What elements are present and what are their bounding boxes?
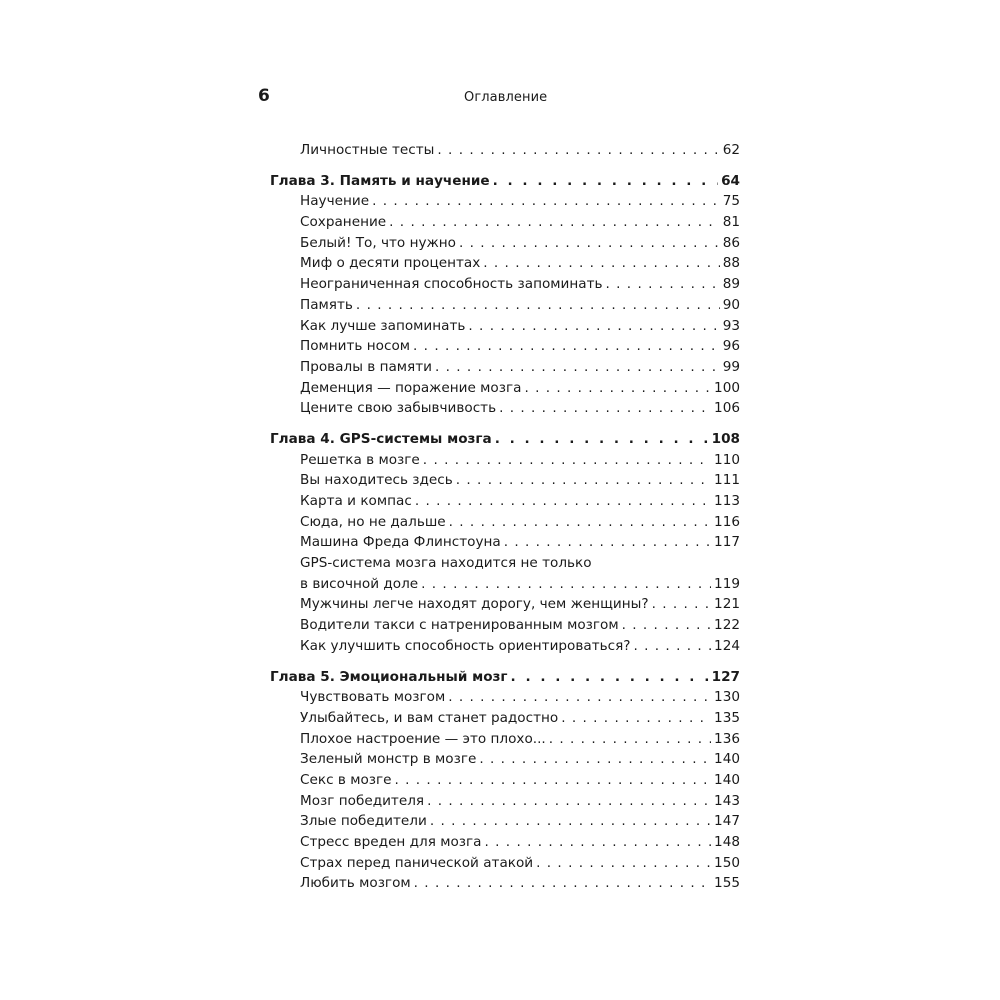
toc-entry-title: Неограниченная способность запоминать [300,276,603,293]
dot-leader [485,832,712,853]
dot-leader [413,336,720,357]
toc-entry-title: Белый! То, что нужно [300,234,456,251]
toc-chapter-heading[interactable] [270,171,740,192]
toc-entry[interactable] [270,853,740,874]
toc-entry-title: Решетка в мозге [300,451,420,468]
toc-entry[interactable] [270,553,740,574]
toc-entry-continuation[interactable] [270,574,740,595]
dot-leader [493,171,718,192]
toc-entry-title: Личностные тесты [300,142,435,158]
dot-leader [423,450,711,471]
dot-leader [479,749,711,770]
dot-leader [459,233,720,254]
toc-entry-title: Цените свою забывчивость [300,400,497,417]
toc-entry-page-number: 96 [722,338,740,355]
dot-leader [549,729,711,750]
toc-entry-page-number: 122 [714,617,740,634]
toc-section [270,667,740,895]
dot-leader [468,316,719,337]
toc-chapter-heading-title: Глава 4. GPS-системы мозга [270,430,492,447]
toc-entry-page-number: 136 [714,730,740,747]
toc-entry-title: Как улучшить способность ориентироваться? [300,637,631,654]
toc-entry[interactable] [270,357,740,378]
toc-entry-page-number: 88 [722,255,740,272]
toc-section [270,171,740,419]
toc-entry[interactable] [270,636,740,657]
toc-entry-page-number: 117 [714,534,740,551]
toc-entry[interactable] [270,274,740,295]
dot-leader [395,770,712,791]
toc-entry-page-number: 150 [714,854,740,871]
toc-entry[interactable] [270,398,740,419]
toc-entry[interactable] [270,378,740,399]
toc-entry-page-number: 111 [714,472,740,489]
toc-entry[interactable] [270,873,740,894]
dot-leader [356,295,720,316]
dot-leader [437,140,719,161]
dot-leader [622,615,711,636]
toc-chapter-heading[interactable] [270,429,740,450]
toc-entry[interactable] [270,832,740,853]
toc-entry[interactable] [270,594,740,615]
toc-chapter-heading-title: Глава 3. Память и научение [270,172,490,189]
toc-entry-title: Помнить носом [300,338,411,355]
toc-chapter-heading-page-number: 127 [711,668,740,685]
toc-entry-page-number: 148 [714,834,740,850]
toc-entry-title: Сохранение [300,214,387,231]
toc-entry[interactable] [270,253,740,274]
dot-leader [499,398,711,419]
toc-entry-title: Злые победители [300,813,427,830]
toc-entry-page-number: 86 [722,234,740,251]
dot-leader [435,357,720,378]
toc-entry[interactable] [270,512,740,533]
dot-leader [495,429,709,450]
toc-entry-page-number: 90 [722,296,740,313]
toc-entry[interactable] [270,212,740,233]
dot-leader [427,791,711,812]
toc-entry-title: Вы находитесь здесь [300,472,453,489]
toc-entry-title: Сюда, но не дальше [300,513,446,530]
toc-entry[interactable] [270,191,740,212]
toc-entry-title: Чувствовать мозгом [300,689,446,706]
toc-entry-page-number: 81 [722,214,740,231]
toc-entry-page-number: 155 [714,875,740,892]
dot-leader [634,636,712,657]
toc-entry-page-number: 124 [714,637,740,654]
toc-entry[interactable] [270,336,740,357]
toc-section [270,429,740,657]
dot-leader [504,532,711,553]
toc-entry-title: Машина Фреда Флинстоуна [300,534,501,551]
toc-entry-title: Миф о десяти процентах [300,255,481,272]
dot-leader [524,378,711,399]
dot-leader [483,253,719,274]
dot-leader [372,191,720,212]
toc-entry[interactable] [270,791,740,812]
toc-entry-page-number: 130 [714,689,740,706]
toc-entry-title: Деменция — поражение мозга [300,379,522,396]
toc-entry-page-number: 121 [714,596,740,613]
toc-entry-title: Страх перед панической атакой [300,854,534,871]
dot-leader [561,708,711,729]
toc-entry-title: Мужчины легче находят дорогу, чем женщины? [300,596,649,613]
toc-entry-title: Секс в мозге [300,771,392,788]
table-of-contents [270,140,740,904]
toc-entry[interactable] [270,687,740,708]
toc-entry-title: Как лучше запоминать [300,317,466,334]
dot-leader [536,853,711,874]
toc-entry-page-number: 93 [722,317,740,334]
toc-entry-page-number: 113 [714,493,740,509]
dot-leader [652,594,711,615]
toc-entry-page-number: 100 [714,379,740,396]
toc-entry-page-number: 140 [714,751,740,768]
toc-entry-page-number: 147 [714,813,740,830]
toc-entry[interactable] [270,708,740,729]
toc-entry[interactable] [270,470,740,491]
toc-entry-title: Улыбайтесь, и вам станет радостно [300,709,559,726]
toc-entry-page-number: 140 [714,771,740,788]
toc-entry-title: Память [300,296,353,313]
toc-entry-continuation-title: в височной доле [300,575,419,592]
toc-entry-page-number: 110 [714,451,740,468]
toc-entry[interactable] [270,491,740,512]
dot-leader [606,274,720,295]
dot-leader [421,574,711,595]
toc-entry[interactable] [270,450,740,471]
toc-entry-page-number: 99 [722,358,740,375]
toc-entry-page-number: 62 [722,142,740,158]
toc-chapter-heading[interactable] [270,667,740,688]
toc-entry-title: Карта и компас [300,493,412,509]
toc-entry-title: Стресс вреден для мозга [300,834,482,850]
toc-entry[interactable] [270,295,740,316]
toc-entry-title: Зеленый монстр в мозге [300,751,477,768]
toc-entry-page-number: 75 [722,193,740,210]
toc-entry-page-number: 89 [722,276,740,293]
page-number: 6 [258,86,270,106]
toc-section [270,140,740,161]
toc-entry[interactable] [270,140,740,161]
dot-leader [430,811,711,832]
dot-leader [415,491,711,512]
dot-leader [511,667,709,688]
toc-entry-page-number: 143 [714,792,740,809]
toc-entry-title: Мозг победителя [300,792,425,809]
toc-entry[interactable] [270,532,740,553]
dot-leader [456,470,711,491]
dot-leader [449,512,711,533]
toc-entry[interactable] [270,233,740,254]
running-head: Оглавление [464,90,548,105]
dot-leader [389,212,720,233]
toc-entry[interactable] [270,811,740,832]
toc-entry[interactable] [270,729,740,750]
toc-entry[interactable] [270,749,740,770]
toc-entry-title: Плохое настроение — это плохо... [300,730,546,747]
toc-chapter-heading-page-number: 108 [711,430,740,447]
toc-entry-page-number: 106 [714,400,740,417]
toc-entry-title: GPS-система мозга находится не только [300,555,592,572]
toc-entry-title: Любить мозгом [300,875,411,892]
toc-entry-title: Провалы в памяти [300,358,432,375]
toc-entry[interactable] [270,615,740,636]
toc-entry-page-number: 116 [714,513,740,530]
toc-entry-title: Научение [300,193,370,210]
toc-entry-continuation-page-number: 119 [714,575,740,592]
toc-entry-title: Водители такси с натренированным мозгом [300,617,619,634]
toc-chapter-heading-page-number: 64 [721,172,740,189]
toc-entry[interactable] [270,316,740,337]
dot-leader [448,687,711,708]
dot-leader [414,873,711,894]
toc-entry[interactable] [270,770,740,791]
toc-chapter-heading-title: Глава 5. Эмоциональный мозг [270,668,508,685]
toc-entry-page-number: 135 [714,709,740,726]
